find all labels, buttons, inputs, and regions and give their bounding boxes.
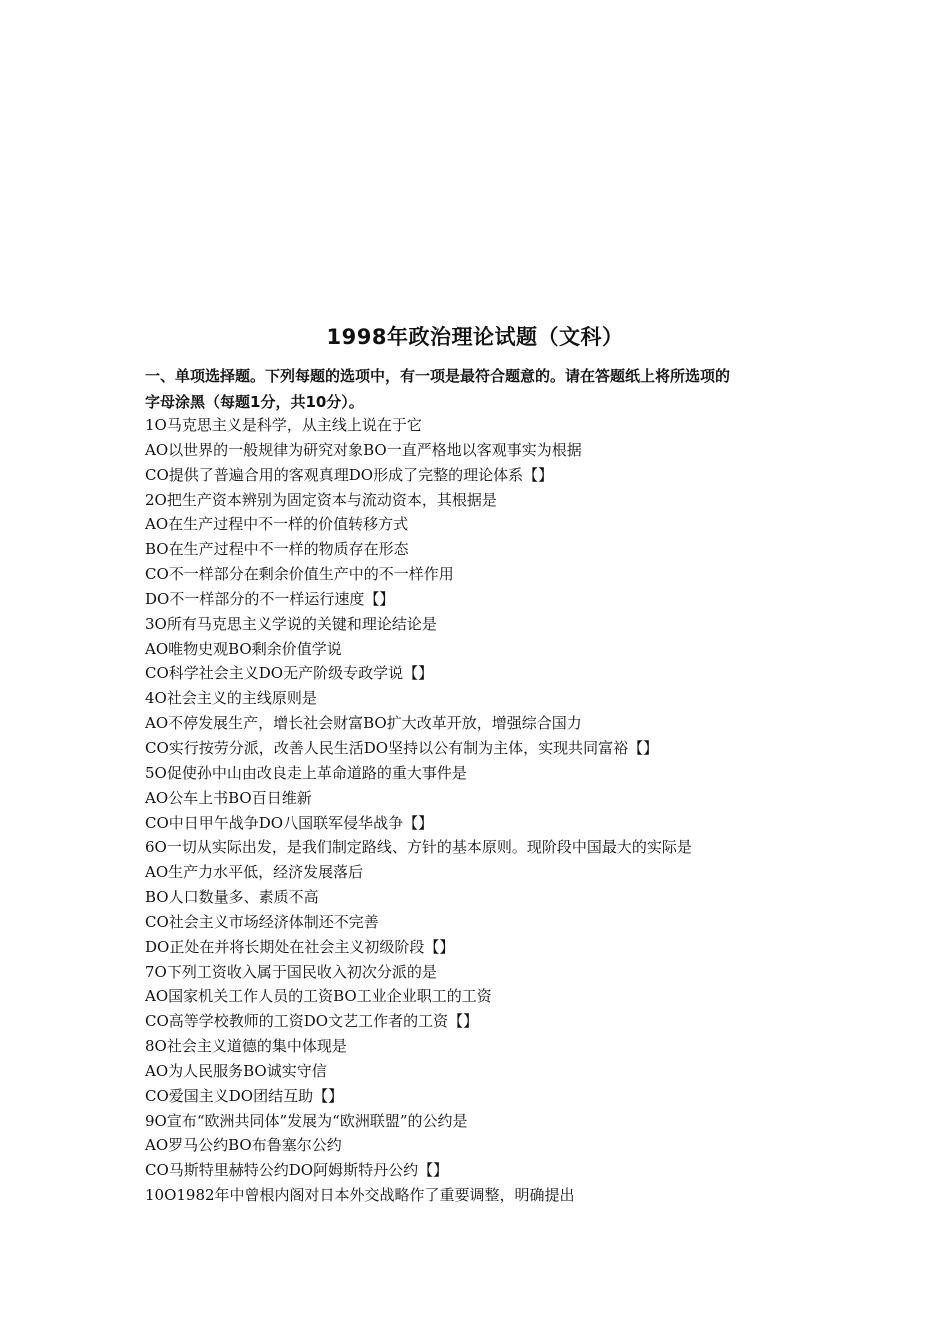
option-line: BO在生产过程中不一样的物质存在形态 bbox=[145, 540, 409, 559]
question-line: 2O把生产资本辨别为固定资本与流动资本，其根据是 bbox=[145, 490, 497, 509]
question-line: 4O社会主义的主线原则是 bbox=[145, 689, 317, 708]
option-line: CO提供了普遍合用的客观真理DO形成了完整的理论体系【】 bbox=[145, 465, 554, 484]
question-line: 6O一切从实际出发，是我们制定路线、方针的基本原则。现阶段中国最大的实际是 bbox=[145, 838, 692, 857]
option-line: AO生产力水平低，经济发展落后 bbox=[145, 863, 364, 882]
option-line: AO不停发展生产，增长社会财富BO扩大改革开放，增强综合国力 bbox=[145, 714, 582, 733]
question-line: 3O所有马克思主义学说的关键和理论结论是 bbox=[145, 614, 437, 633]
option-line: BO人口数量多、素质不高 bbox=[145, 888, 319, 907]
option-line: DO正处在并将长期处在社会主义初级阶段【】 bbox=[145, 937, 455, 956]
option-line: CO科学社会主义DO无产阶级专政学说【】 bbox=[145, 664, 434, 683]
option-line: CO高等学校教师的工资DO文艺工作者的工资【】 bbox=[145, 1012, 479, 1031]
option-line: CO不一样部分在剩余价值生产中的不一样作用 bbox=[145, 565, 454, 584]
option-line: AO为人民服务BO诚实守信 bbox=[145, 1061, 327, 1080]
option-line: AO唯物史观BO剩余价值学说 bbox=[145, 639, 342, 658]
question-list bbox=[145, 413, 845, 1208]
question-line: 10O1982年中曾根内阁对日本外交战略作了重要调整，明确提出 bbox=[145, 1186, 575, 1205]
question-line: 5O促使孙中山由改良走上革命道路的重大事件是 bbox=[145, 763, 467, 782]
option-line: CO社会主义市场经济体制还不完善 bbox=[145, 912, 379, 931]
section-heading-line-1: 一、单项选择题。下列每题的选项中，有一项是最符合题意的。请在答题纸上将所选项的 bbox=[145, 367, 731, 385]
option-line: CO爱国主义DO团结互助【】 bbox=[145, 1086, 344, 1105]
question-line: 1O马克思主义是科学，从主线上说在于它 bbox=[145, 416, 422, 434]
option-line: AO国家机关工作人员的工资BO工业企业职工的工资 bbox=[145, 987, 492, 1006]
option-line: CO马斯特里赫特公约DO阿姆斯特丹公约【】 bbox=[145, 1161, 449, 1180]
option-line: AO公车上书BO百日维新 bbox=[145, 788, 312, 807]
option-line: AO罗马公约BO布鲁塞尔公约 bbox=[145, 1136, 342, 1155]
document-title: 1998年政治理论试题（文科） bbox=[326, 325, 624, 349]
section-heading bbox=[145, 363, 820, 415]
section-heading-line-2: 字母涂黑（每题1分，共10分）。 bbox=[145, 393, 364, 411]
question-line: 9O宣布“欧洲共同体”发展为“欧洲联盟”的公约是 bbox=[145, 1111, 468, 1130]
option-line: CO中日甲午战争DO八国联军侵华战争【】 bbox=[145, 813, 434, 832]
question-line: 7O下列工资收入属于国民收入初次分派的是 bbox=[145, 962, 437, 981]
option-line: CO实行按劳分派，改善人民生活DO坚持以公有制为主体，实现共同富裕【】 bbox=[145, 738, 659, 757]
option-line: DO不一样部分的不一样运行速度【】 bbox=[145, 589, 395, 608]
option-line: AO以世界的一般规律为研究对象BO一直严格地以客观事实为根据 bbox=[145, 440, 582, 459]
question-line: 8O社会主义道德的集中体现是 bbox=[145, 1037, 347, 1056]
option-line: AO在生产过程中不一样的价值转移方式 bbox=[145, 515, 409, 534]
